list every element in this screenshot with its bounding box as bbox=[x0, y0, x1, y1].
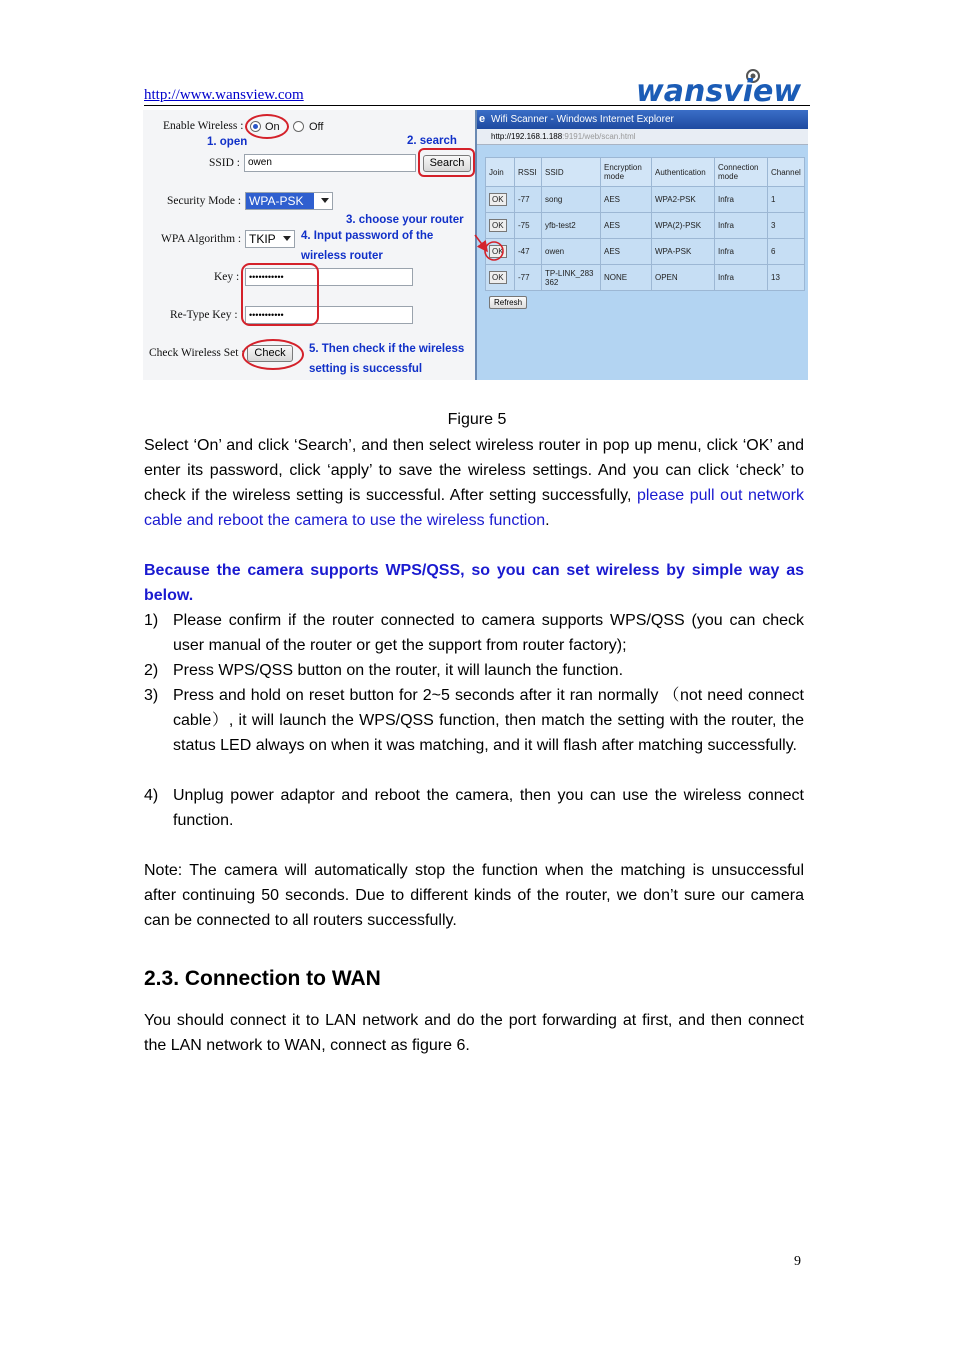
list-item bbox=[144, 608, 804, 658]
list-text: Please confirm if the router connected to camera supports WPS/QSS (you can check user manual of the router or get the support from router factory); bbox=[173, 612, 804, 654]
check-button[interactable]: Check bbox=[247, 345, 293, 362]
channel-cell: 6 bbox=[768, 239, 805, 265]
list-text: Press WPS/QSS button on the router, it will launch the function. bbox=[173, 662, 624, 679]
ssid-input[interactable]: owen bbox=[244, 154, 416, 172]
col-authentication: Authentication bbox=[652, 158, 715, 187]
connection-cell: Infra bbox=[715, 213, 768, 239]
authentication-cell: WPA-PSK bbox=[652, 239, 715, 265]
key-input[interactable]: ••••••••••• bbox=[245, 268, 413, 286]
rssi-cell: -77 bbox=[515, 265, 542, 291]
authentication-cell: OPEN bbox=[652, 265, 715, 291]
list-text: Press and hold on reset button for 2~5 seconds after it ran normally （not need connect cable）, it will launch the WPS/QSS function, then match the setting with the router, the status LED always on when it was matching, and it will flash after matching successfully. bbox=[173, 687, 804, 754]
join-ok-button[interactable]: OK bbox=[489, 245, 507, 258]
col-ssid: SSID bbox=[542, 158, 601, 187]
window-title: Wifi Scanner - Windows Internet Explorer bbox=[491, 114, 674, 125]
annotation-successful: setting is successful bbox=[309, 363, 423, 375]
ssid-cell: song bbox=[542, 187, 601, 213]
address-host: http://192.168.1.188 bbox=[491, 132, 563, 141]
ssid-label: SSID : bbox=[209, 157, 240, 169]
col-join: Join bbox=[486, 158, 515, 187]
join-ok-button[interactable]: OK bbox=[489, 219, 507, 232]
connection-cell: Infra bbox=[715, 187, 768, 213]
channel-cell: 13 bbox=[768, 265, 805, 291]
col-encryption: Encryption mode bbox=[601, 158, 652, 187]
figure-5 bbox=[143, 110, 808, 380]
refresh-button[interactable]: Refresh bbox=[489, 296, 527, 309]
ssid-cell: yfb-test2 bbox=[542, 213, 601, 239]
on-label: On bbox=[265, 121, 280, 133]
wpa-algorithm-value: TKIP bbox=[249, 232, 276, 246]
figure-caption: Figure 5 bbox=[447, 411, 507, 428]
page-number: 9 bbox=[794, 1254, 801, 1269]
authentication-cell: WPA2-PSK bbox=[652, 187, 715, 213]
security-mode-value: WPA-PSK bbox=[246, 193, 314, 209]
logo-icon bbox=[636, 66, 808, 104]
security-mode-label: Security Mode : bbox=[167, 195, 242, 207]
annotation-arrow-overlay bbox=[143, 110, 808, 380]
channel-cell: 1 bbox=[768, 187, 805, 213]
list-text: Unplug power adaptor and reboot the camera, then you can use the wireless connect function. bbox=[173, 787, 804, 829]
encryption-cell: NONE bbox=[601, 265, 652, 291]
section-paragraph: You should connect it to LAN network and do the port forwarding at first, and then connect the LAN network to WAN, connect as figure 6. bbox=[144, 1012, 804, 1054]
col-rssi: RSSI bbox=[515, 158, 542, 187]
instructions-end: . bbox=[545, 512, 550, 529]
logo-text: wansview bbox=[636, 74, 802, 104]
col-channel: Channel bbox=[768, 158, 805, 187]
list-number: 4) bbox=[144, 787, 159, 804]
list-number: 2) bbox=[144, 662, 159, 679]
retype-key-input[interactable]: ••••••••••• bbox=[245, 306, 413, 324]
annotation-choose-router: 3. choose your router bbox=[346, 214, 464, 226]
connection-cell: Infra bbox=[715, 265, 768, 291]
check-wireless-label: Check Wireless Set : bbox=[149, 347, 245, 359]
rssi-cell: -77 bbox=[515, 187, 542, 213]
instructions-highlight: please pull out network cable and reboot the camera to use the wireless function bbox=[144, 487, 805, 529]
ssid-cell: owen bbox=[542, 239, 601, 265]
off-label: Off bbox=[309, 121, 324, 133]
join-ok-button[interactable]: OK bbox=[489, 193, 507, 206]
annotation-open: 1. open bbox=[207, 136, 248, 148]
address-path: :9191/web/scan.html bbox=[562, 132, 636, 141]
rssi-cell: -47 bbox=[515, 239, 542, 265]
list-number: 3) bbox=[144, 687, 159, 704]
instructions-paragraph bbox=[144, 433, 804, 533]
encryption-cell: AES bbox=[601, 239, 652, 265]
authentication-cell: WPA(2)-PSK bbox=[652, 213, 715, 239]
list-number: 1) bbox=[144, 612, 159, 629]
list-item bbox=[144, 683, 804, 758]
rssi-cell: -75 bbox=[515, 213, 542, 239]
list-item bbox=[144, 783, 804, 833]
col-connection: Connection mode bbox=[715, 158, 768, 187]
enable-wireless-label: Enable Wireless : bbox=[163, 120, 244, 132]
join-ok-button[interactable]: OK bbox=[489, 271, 507, 284]
instructions-text: Select ‘On’ and click ‘Search’, and then select wireless router in pop up menu, click ‘OK’ and enter its password, click ‘apply’ to save the wireless settings. And you can click ‘check’ to check if the wireless setting is successful. After setting successfully, bbox=[144, 437, 804, 504]
wps-heading: Because the camera supports WPS/QSS, so you can set wireless by simple way as below. bbox=[144, 562, 804, 604]
key-label: Key : bbox=[214, 271, 240, 283]
search-button[interactable]: Search bbox=[423, 155, 471, 172]
annotation-wireless-router: wireless router bbox=[301, 250, 383, 262]
section-heading: 2.3. Connection to WAN bbox=[144, 967, 381, 990]
wpa-algorithm-label: WPA Algorithm : bbox=[161, 233, 242, 245]
brand-logo bbox=[636, 66, 808, 109]
list-item bbox=[144, 658, 804, 683]
annotation-check: 5. Then check if the wireless bbox=[309, 343, 465, 355]
website-link[interactable]: http://www.wansview.com bbox=[144, 87, 304, 103]
retype-key-label: Re-Type Key : bbox=[170, 309, 238, 321]
encryption-cell: AES bbox=[601, 187, 652, 213]
ssid-cell: TP-LINK_283362 bbox=[542, 265, 601, 291]
note-paragraph: Note: The camera will automatically stop the function when the matching is unsuccessful after continuing 50 seconds. Due to different kinds of the router, we don’t sure our camera can be connected to all routers successfully. bbox=[144, 862, 804, 929]
connection-cell: Infra bbox=[715, 239, 768, 265]
annotation-search: 2. search bbox=[407, 135, 457, 147]
annotation-input-password: 4. Input password of the bbox=[301, 230, 434, 242]
ie-icon: e bbox=[479, 113, 486, 125]
encryption-cell: AES bbox=[601, 213, 652, 239]
channel-cell: 3 bbox=[768, 213, 805, 239]
ok-highlight-ring bbox=[485, 242, 503, 260]
